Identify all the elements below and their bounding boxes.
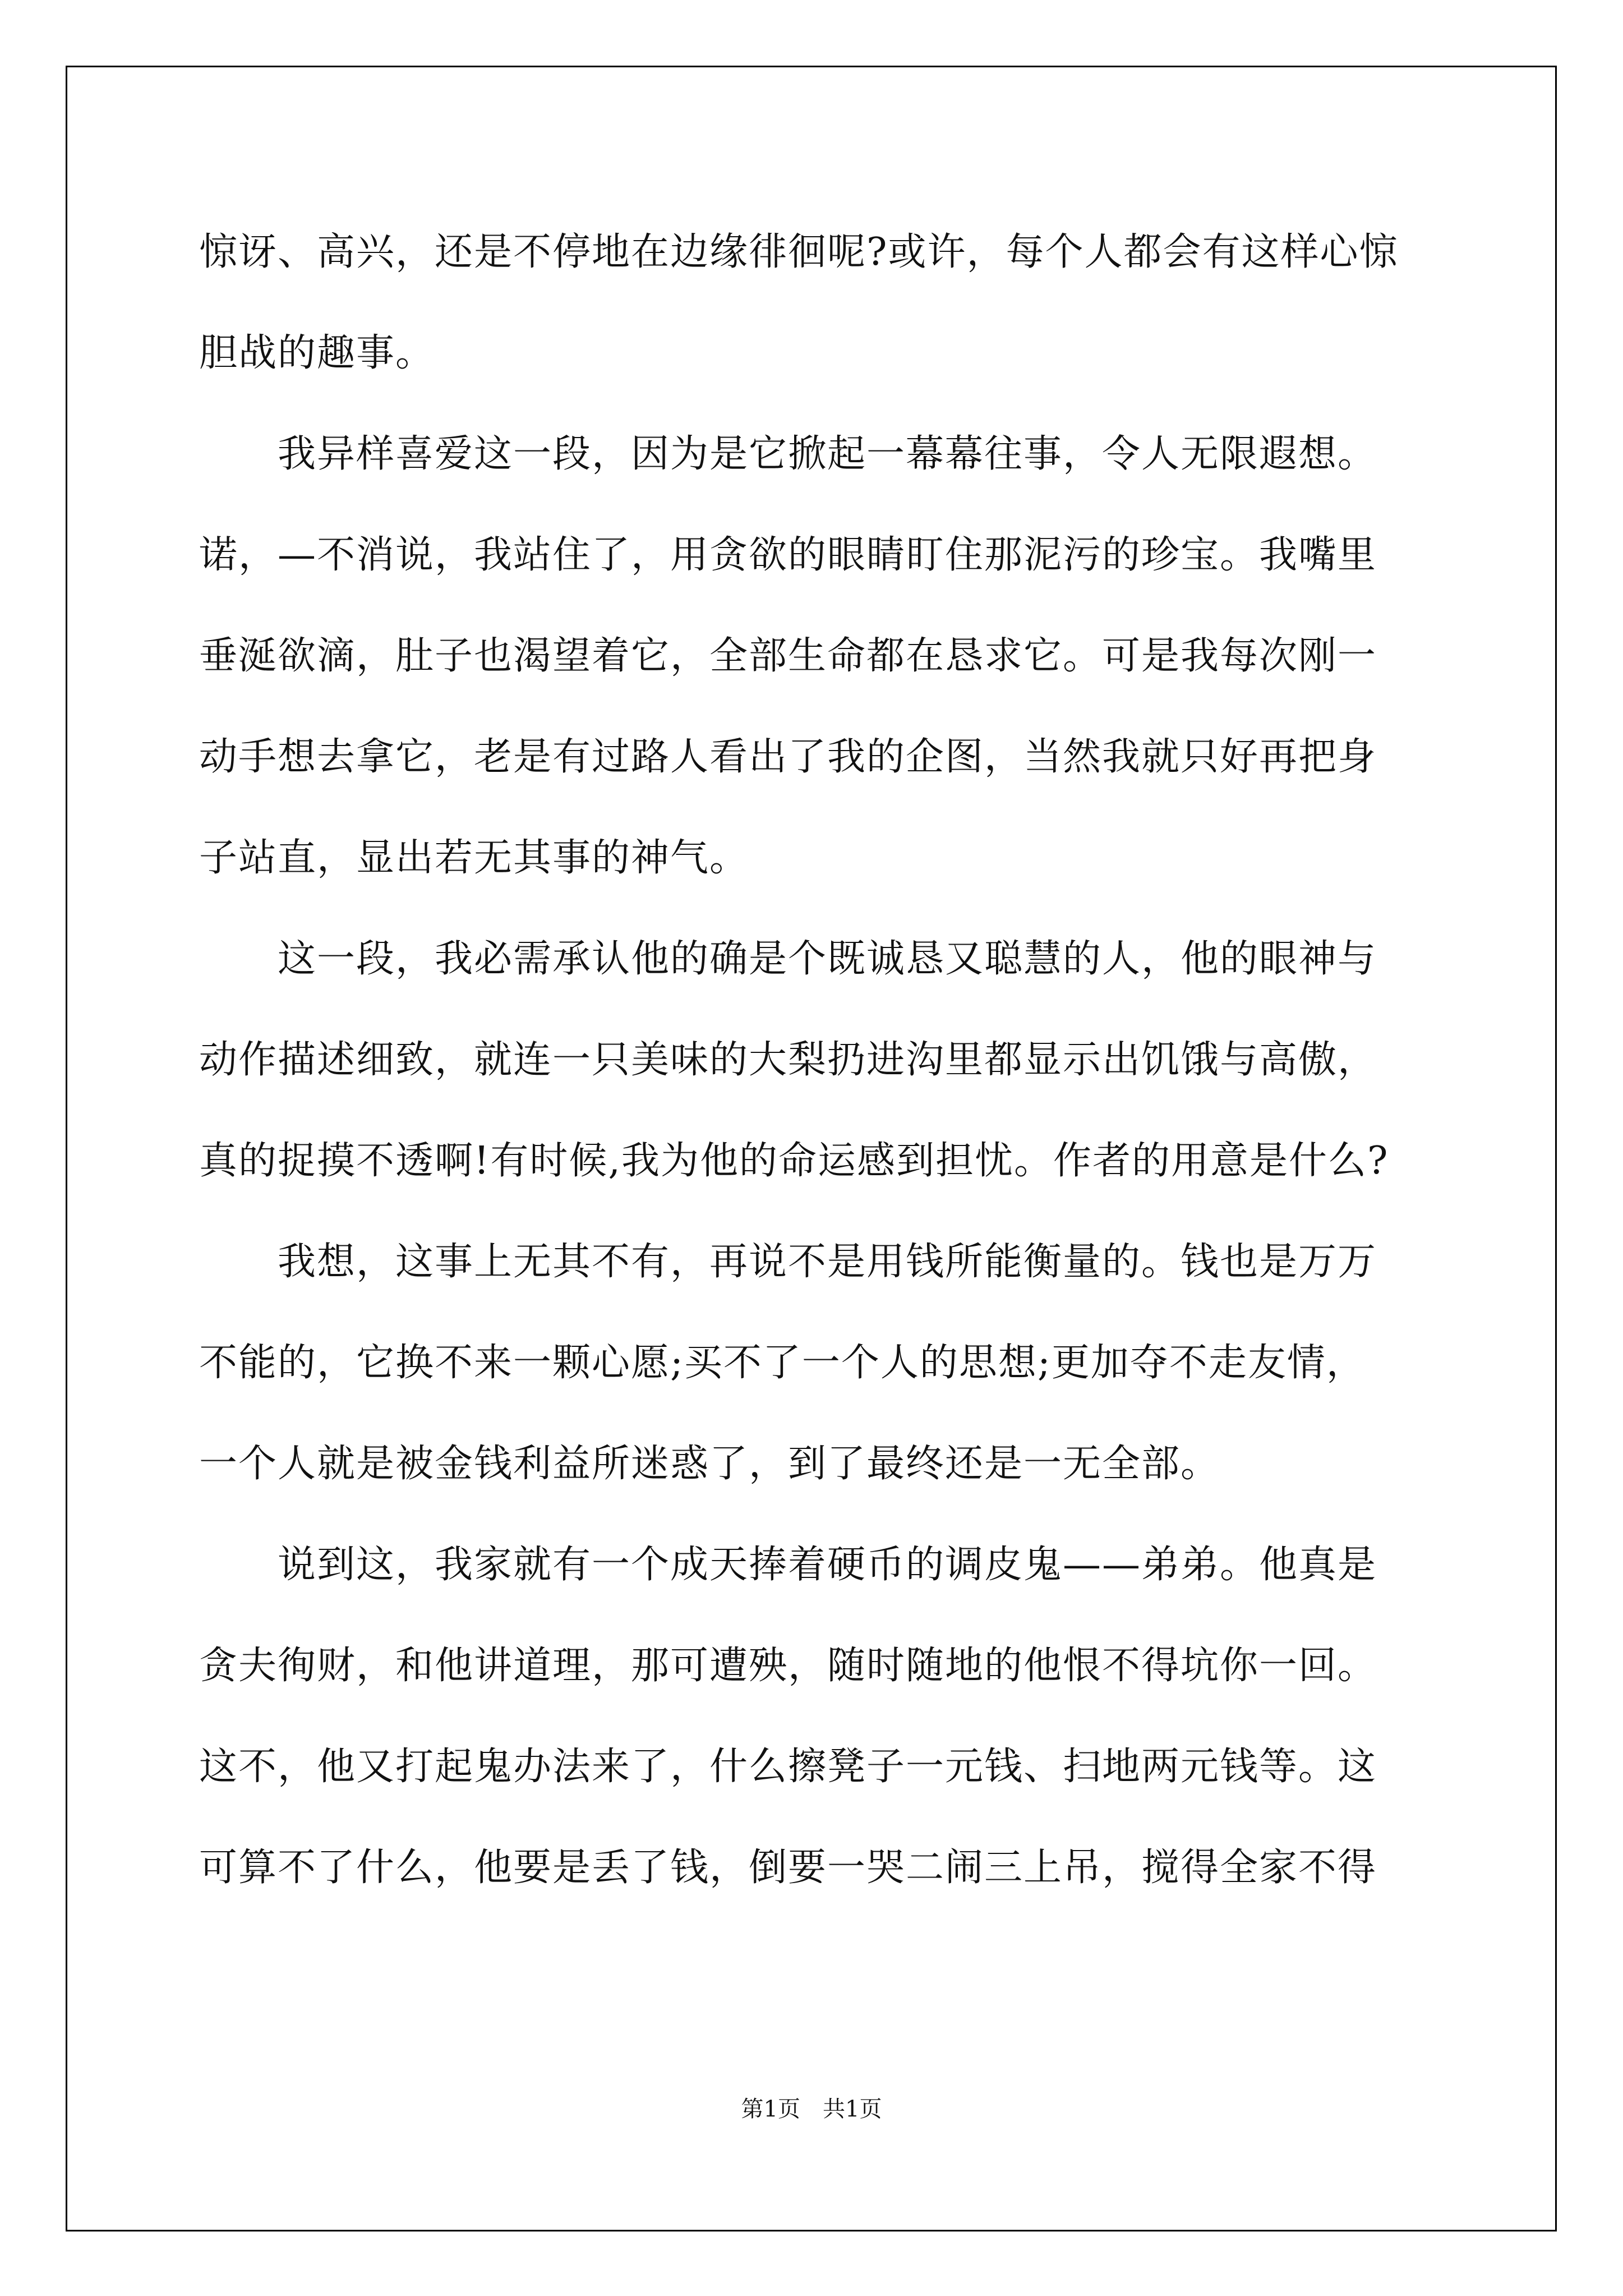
text-line: 这一段，我必需承认他的确是个既诚恳又聪慧的人，他的眼神与 <box>278 937 1377 981</box>
text-line: 动作描述细致，就连一只美味的大梨扔进沟里都显示出饥饿与高傲， <box>199 1038 1377 1082</box>
text-line: 说到这，我家就有一个成天捧着硬币的调皮鬼——弟弟。他真是 <box>278 1543 1377 1587</box>
text-line: 惊讶、高兴，还是不停地在边缘徘徊呢?或许，每个人都会有这样心惊 <box>199 230 1399 274</box>
text-line: 不能的，它换不来一颗心愿;买不了一个人的思想;更加夺不走友情， <box>199 1341 1366 1385</box>
text-line: 我想，这事上无其不有，再说不是用钱所能衡量的。钱也是万万 <box>278 1240 1377 1284</box>
text-line: 动手想去拿它，老是有过路人看出了我的企图，当然我就只好再把身 <box>199 735 1377 779</box>
text-line: 我异样喜爱这一段，因为是它掀起一幕幕往事，令人无限遐想。 <box>278 432 1377 476</box>
text-line: 贪夫徇财，和他讲道理，那可遭殃，随时随地的他恨不得坑你一回。 <box>199 1644 1377 1688</box>
page-number: 第1页 共1页 <box>741 2096 882 2122</box>
text-line: 垂涎欲滴，肚子也渴望着它，全部生命都在恳求它。可是我每次刚一 <box>199 634 1377 678</box>
document-body <box>199 202 1427 1918</box>
text-line: 一个人就是被金钱利益所迷惑了，到了最终还是一无全部。 <box>199 1442 1220 1486</box>
text-line: 胆战的趣事。 <box>199 331 435 375</box>
text-line: 子站直，显出若无其事的神气。 <box>199 836 749 880</box>
text-line: 这不，他又打起鬼办法来了，什么擦凳子一元钱、扫地两元钱等。这 <box>199 1745 1377 1789</box>
text-line: 诺，—不消说，我站住了，用贪欲的眼睛盯住那泥污的珍宝。我嘴里 <box>199 533 1377 577</box>
text-line: 真的捉摸不透啊!有时候,我为他的命运感到担忧。作者的用意是什么? <box>199 1139 1389 1183</box>
text-line: 可算不了什么，他要是丢了钱，倒要一哭二闹三上吊，搅得全家不得 <box>199 1846 1377 1890</box>
